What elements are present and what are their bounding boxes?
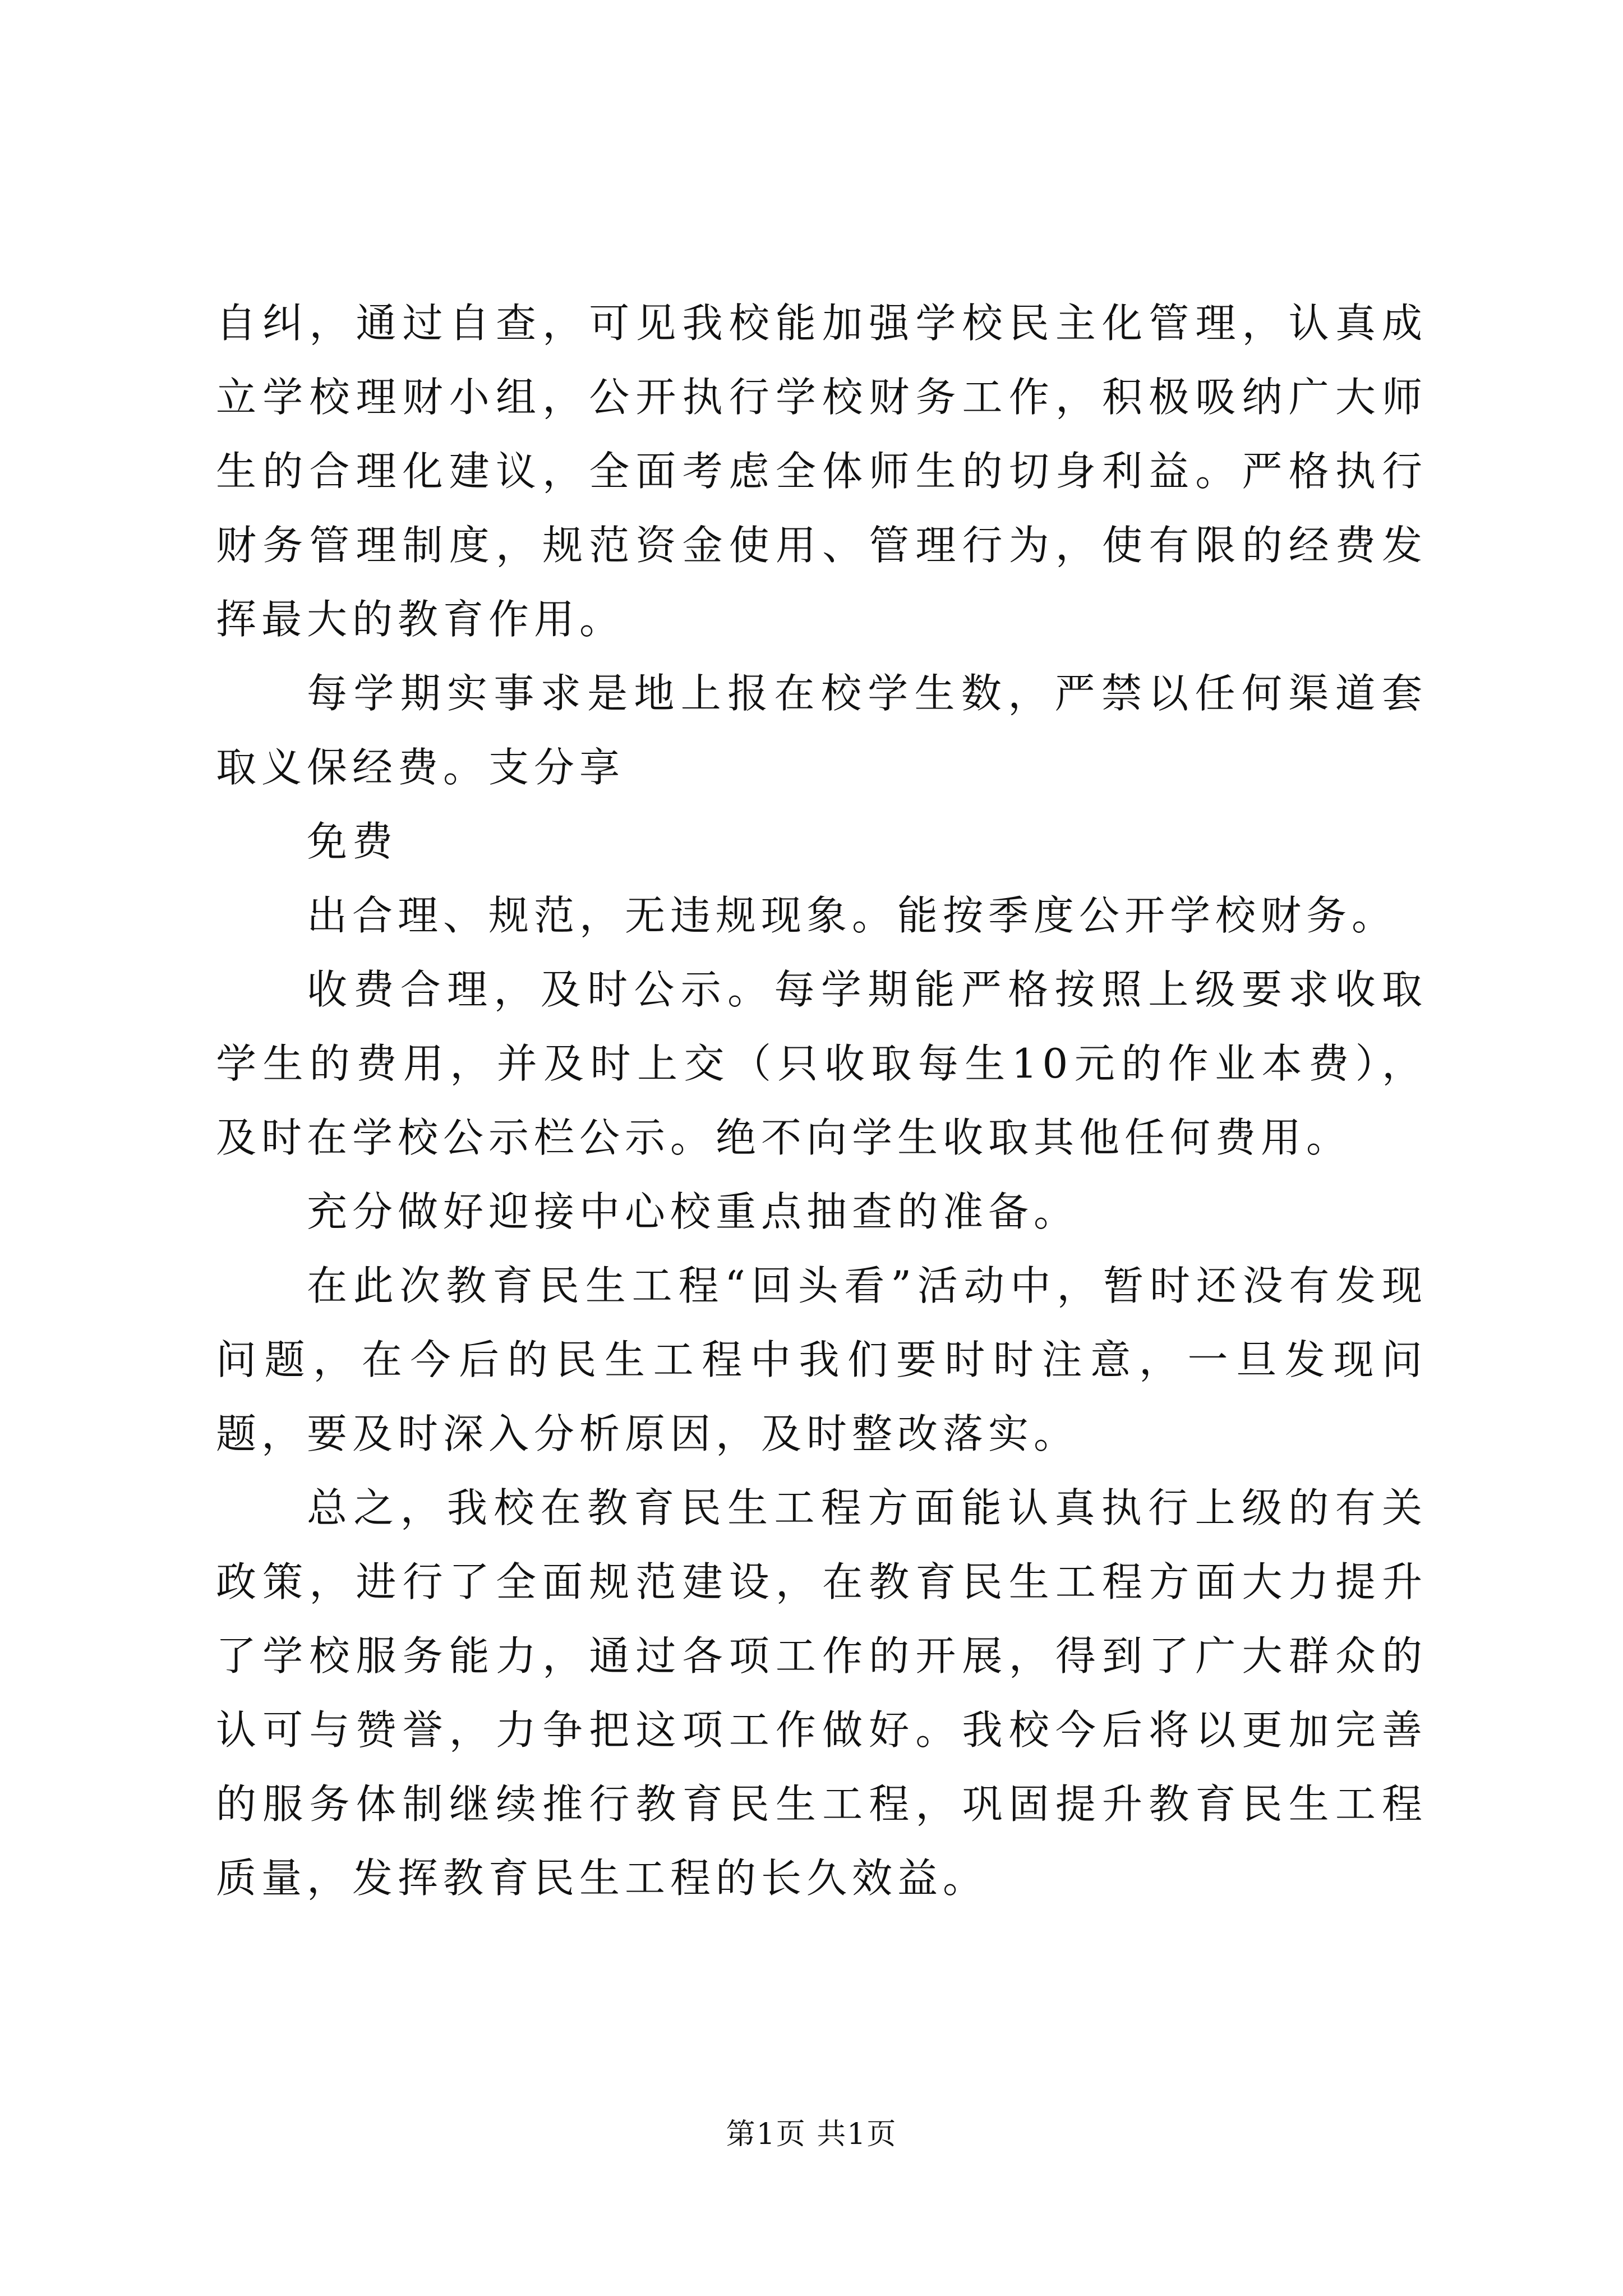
document-body: [216, 286, 1427, 1915]
paragraph: 每学期实事求是地上报在校学生数，严禁以任何渠道套取义保经费。支分享: [216, 670, 1427, 791]
paragraph: 在此次教育民生工程“回头看”活动中，暂时还没有发现问题，在今后的民生工程中我们要时时注意，一旦发现问题，要及时深入分析原因，及时整改落实。: [216, 1262, 1427, 1457]
paragraph: 充分做好迎接中心校重点抽查的准备。: [307, 1188, 1080, 1235]
paragraph: 收费合理，及时公示。每学期能严格按照上级要求收取学生的费用，并及时上交（只收取每生10元的作业本费），及时在学校公示栏公示。绝不向学生收取其他任何费用。: [216, 966, 1427, 1161]
paragraph: 免费: [307, 818, 398, 865]
paragraph: 总之，我校在教育民生工程方面能认真执行上级的有关政策，进行了全面规范建设，在教育民生工程方面大力提升了学校服务能力，通过各项工作的开展，得到了广大群众的认可与赞誉，力争把这项工作做好。我校今后将以更加完善的服务体制继续推行教育民生工程，巩固提升教育民生工程质量，发挥教育民生工程的长久效益。: [216, 1484, 1427, 1902]
paragraph: 自纠，通过自查，可见我校能加强学校民主化管理，认真成立学校理财小组，公开执行学校财务工作，积极吸纳广大师生的合理化建议，全面考虑全体师生的切身利益。严格执行财务管理制度，规范资金使用、管理行为，使有限的经费发挥最大的教育作用。: [216, 300, 1427, 643]
page-footer: 第1页 共1页: [726, 2118, 897, 2151]
paragraph: 出合理、规范，无违规现象。能按季度公开学校财务。: [307, 892, 1398, 939]
